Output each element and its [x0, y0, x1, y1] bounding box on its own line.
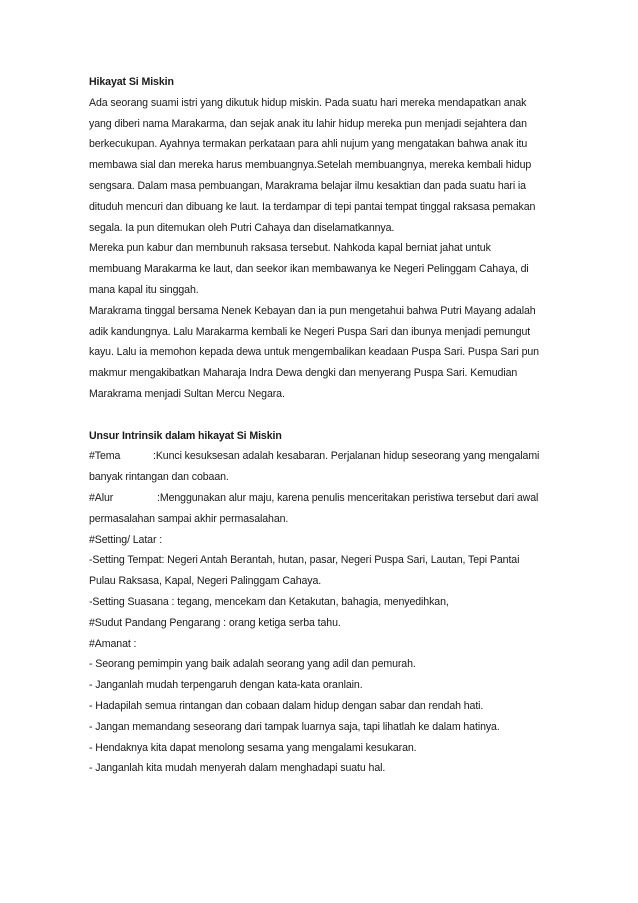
- alur-value: :Menggunakan alur maju, karena penulis menceritakan peristiwa tersebut dari awal: [157, 491, 539, 504]
- amanat-item: - Janganlah kita mudah menyerah dalam menghadapi suatu hal.: [89, 762, 386, 775]
- story-line: segala. Ia pun ditemukan oleh Putri Cahaya dan diselamatkannya.: [89, 221, 395, 234]
- alur-line: [89, 488, 579, 509]
- amanat-item: - Janganlah mudah terpengaruh dengan kata-kata oranlain.: [89, 679, 363, 692]
- story-line: Marakrama menjadi Sultan Mercu Negara.: [89, 387, 285, 400]
- story-line: kayu. Lalu ia memohon kepada dewa untuk mengembalikan keadaan Puspa Sari. Puspa Sari pun: [89, 346, 539, 359]
- amanat-item: - Hadapilah semua rintangan dan cobaan dalam hidup dengan sabar dan rendah hati.: [89, 699, 484, 712]
- story-line: membawa sial dan mereka harus membuangnya.Setelah membuangnya, mereka kembali hidup: [89, 159, 532, 172]
- story-line: dituduh mencuri dan dibuang ke laut. Ia terdampar di tepi pantai tempat tinggal raksasa pemakan: [89, 200, 536, 213]
- story-line: Marakrama tinggal bersama Nenek Kebayan dan ia pun mengetahui bahwa Putri Mayang adalah: [89, 304, 536, 317]
- story-line: makmur mengakibatkan Maharaja Indra Dewa dengki dan menyerang Puspa Sari. Kemudian: [89, 367, 518, 380]
- story-line: yang diberi nama Marakarma, dan sejak anak itu lahir hidup mereka pun menjadi sejahtera dan: [89, 117, 527, 130]
- amanat-heading: #Amanat :: [89, 637, 137, 650]
- story-line: sengsara. Dalam masa pembuangan, Marakrama belajar ilmu kesaktian dan pada suatu hari ia: [89, 179, 526, 192]
- document-title: Hikayat Si Miskin: [89, 76, 174, 88]
- setting-suasana: -Setting Suasana : tegang, mencekam dan Ketakutan, bahagia, menyedihkan,: [89, 595, 449, 608]
- story-line: membuang Marakarma ke laut, dan seekor ikan membawanya ke Negeri Pelinggam Cahaya, di: [89, 263, 529, 276]
- tema-line: [89, 446, 579, 467]
- amanat-item: - Seorang pemimpin yang baik adalah seorang yang adil dan pemurah.: [89, 658, 416, 671]
- blank-line: [89, 405, 579, 426]
- alur-label: #Alur: [89, 491, 114, 504]
- setting-heading: #Setting/ Latar :: [89, 533, 163, 546]
- intrinsic-details: [89, 530, 579, 780]
- story-line: berkecukupan. Ayahnya termakan perkataan para ahli nujum yang mengatakan bahwa anak itu: [89, 138, 528, 151]
- section-title: Unsur Intrinsik dalam hikayat Si Miskin: [89, 429, 282, 442]
- document-page: [89, 72, 579, 779]
- amanat-item: - Hendaknya kita dapat menolong sesama yang mengalami kesukaran.: [89, 741, 417, 754]
- story-line: Ada seorang suami istri yang dikutuk hidup miskin. Pada suatu hari mereka mendapatkan anak: [89, 96, 527, 109]
- story-line: adik kandungnya. Lalu Marakarma kembali ke Negeri Puspa Sari dan ibunya menjadi pemungut: [89, 325, 531, 338]
- tema-continuation: banyak rintangan dan cobaan.: [89, 471, 229, 484]
- tema-value: :Kunci kesuksesan adalah kesabaran. Perjalanan hidup seseorang yang mengalami: [153, 450, 540, 463]
- tema-label: #Tema: [89, 450, 121, 463]
- sudut-pandang: #Sudut Pandang Pengarang : orang ketiga serba tahu.: [89, 616, 341, 629]
- amanat-item: - Jangan memandang seseorang dari tampak luarnya saja, tapi lihatlah ke dalam hatinya.: [89, 720, 500, 733]
- story-paragraphs: [89, 93, 579, 405]
- setting-tempat-continuation: Pulau Raksasa, Kapal, Negeri Palinggam Cahaya.: [89, 575, 322, 588]
- story-line: mana kapal itu singgah.: [89, 283, 199, 296]
- alur-continuation: permasalahan sampai akhir permasalahan.: [89, 512, 289, 525]
- setting-tempat: -Setting Tempat: Negeri Antah Berantah, hutan, pasar, Negeri Puspa Sari, Lautan, Tepi Pantai: [89, 554, 520, 567]
- story-line: Mereka pun kabur dan membunuh raksasa tersebut. Nahkoda kapal berniat jahat untuk: [89, 242, 491, 255]
